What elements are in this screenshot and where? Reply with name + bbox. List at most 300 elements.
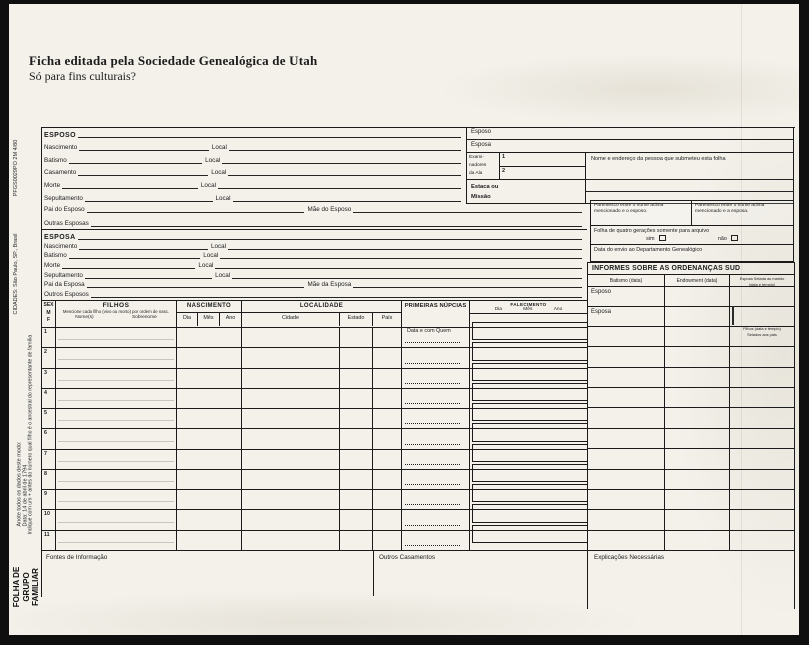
child-name-cell	[56, 450, 177, 469]
writing-line	[85, 194, 213, 202]
sealed-cell	[730, 531, 794, 550]
death-box	[472, 444, 588, 462]
no-option	[718, 235, 738, 242]
death-title: FALECIMENTO	[510, 302, 547, 307]
locality-group-title: LOCALIDADE	[242, 301, 401, 313]
birth-group-title: NASCIMENTO	[177, 301, 241, 313]
husband-row-label: Esposo	[591, 289, 612, 295]
hatched-area	[732, 306, 734, 325]
baptism-cell	[588, 368, 665, 387]
city-cell	[242, 409, 340, 428]
male-label: M	[46, 309, 51, 316]
writing-line	[91, 219, 582, 227]
field-label: Nascimento	[44, 242, 78, 250]
writing-line	[586, 179, 793, 180]
local-label: Local	[205, 156, 221, 164]
examiner-2-cell: 2	[502, 167, 506, 174]
wife-baptism-cell	[588, 307, 665, 326]
examiner-number-cells	[500, 153, 585, 179]
local-label: Local	[215, 271, 231, 279]
field-row	[44, 181, 464, 190]
row-number-cell: 7	[42, 450, 56, 469]
birth-date-cell	[177, 369, 242, 388]
local-label: Local	[211, 169, 227, 177]
field-row	[44, 194, 464, 203]
other-wives-row	[44, 219, 585, 228]
state-cell	[340, 510, 373, 529]
writing-line	[78, 130, 461, 138]
dotted-leader	[405, 423, 460, 424]
guide-line	[58, 501, 174, 502]
field-row	[44, 242, 585, 251]
writing-line	[233, 194, 461, 202]
country-cell	[373, 409, 402, 428]
other-husbands-row	[44, 290, 585, 299]
row-number-cell: 2	[42, 348, 56, 367]
sealed-cell	[730, 449, 794, 468]
ordinance-row	[588, 388, 794, 408]
endowment-cell	[665, 429, 730, 448]
birth-date-cell	[177, 490, 242, 509]
country-cell	[373, 450, 402, 469]
birth-date-cell	[177, 510, 242, 529]
endowment-cell	[665, 327, 730, 346]
ordinance-row	[588, 449, 794, 469]
marriage-cell	[402, 470, 470, 489]
guide-line	[58, 359, 174, 360]
examiners-column	[467, 153, 585, 203]
field-row	[44, 261, 585, 270]
marriage-cell	[402, 369, 470, 388]
death-box	[472, 363, 588, 381]
baptism-cell	[588, 470, 665, 489]
form-code: PFGS0029PO 2M 4/80	[13, 139, 19, 197]
country-cell	[373, 531, 402, 550]
ordinances-section	[587, 262, 795, 551]
children-header-note: Mencione cada filho (vivo ou morto) por ordem de nasc.	[62, 309, 170, 314]
endowment-column-header: Endowment (data)	[665, 275, 730, 286]
children-sealed-header-cell	[730, 307, 794, 338]
guide-line	[58, 522, 174, 523]
guide-line	[58, 400, 174, 401]
endowment-cell	[665, 449, 730, 468]
birth-subheaders	[177, 313, 241, 326]
writing-line	[69, 251, 201, 259]
writing-line	[62, 261, 195, 269]
examiners-label-line1: Exami-	[469, 155, 484, 160]
father-label: Pai da Esposa	[44, 281, 85, 289]
death-box	[472, 403, 588, 421]
ordinance-row	[588, 531, 794, 550]
field-row	[44, 271, 585, 280]
marriage-cell	[402, 328, 470, 347]
death-box	[472, 504, 588, 522]
city-cell	[242, 389, 340, 408]
city-cell	[242, 531, 340, 550]
writing-line	[228, 168, 461, 176]
wife-heading: ESPOSA	[44, 234, 76, 241]
children-table-body	[42, 327, 587, 550]
field-label: Nascimento	[44, 143, 78, 151]
state-cell	[340, 470, 373, 489]
sex-label: SEX	[43, 302, 54, 308]
sealed-header-line2: (data e templo)	[748, 282, 776, 288]
state-cell	[340, 450, 373, 469]
cities-note: CIDADES: São Paulo, SP., Brasil	[13, 233, 19, 315]
writing-line	[353, 280, 582, 288]
death-header-band	[470, 301, 587, 314]
bottom-sections	[41, 551, 587, 596]
ordinances-title: INFORMES SOBRE AS ORDENANÇAS SUD	[588, 263, 794, 275]
death-cell	[470, 531, 587, 550]
marriage-cell	[402, 429, 470, 448]
state-cell	[340, 531, 373, 550]
sealed-cell	[730, 470, 794, 489]
sealed-cell	[730, 490, 794, 509]
dotted-leader	[405, 484, 460, 485]
guide-line	[58, 420, 174, 421]
mother-label: Mãe da Esposa	[307, 281, 352, 289]
city-cell	[242, 348, 340, 367]
dotted-leader	[405, 342, 460, 343]
dotted-leader	[405, 545, 460, 546]
death-box	[472, 342, 588, 360]
given-name-label: Nome(s)	[75, 315, 94, 320]
explanations-section: Explicações Necessárias	[587, 551, 795, 609]
examiner-1-cell: 1	[500, 153, 585, 167]
field-label: Sepultamento	[44, 195, 83, 203]
stake-mission-cell	[467, 180, 585, 203]
writing-line	[62, 181, 198, 189]
first-marriage-column-header	[402, 301, 470, 334]
country-cell	[373, 470, 402, 489]
children-table	[41, 300, 588, 551]
four-generation-box	[590, 225, 794, 245]
marriage-cell	[402, 409, 470, 428]
husband-baptism-cell	[588, 287, 665, 306]
guide-line	[58, 461, 174, 462]
city-cell	[242, 490, 340, 509]
sealed-cell	[730, 510, 794, 529]
marriage-cell	[402, 531, 470, 550]
city-cell	[242, 470, 340, 489]
dotted-leader	[405, 363, 460, 364]
wife-name-row	[44, 232, 585, 241]
writing-line	[85, 271, 212, 279]
field-label: Batismo	[44, 156, 67, 164]
death-box	[472, 484, 588, 502]
husband-ordinance-row	[588, 287, 794, 307]
husband-name-row	[44, 130, 464, 139]
date-with-whom-label: Data e com Quem	[407, 328, 451, 334]
first-marriage-title: PRIMEIRAS NÚPCIAS	[404, 303, 467, 309]
endowment-cell	[665, 408, 730, 427]
child-name-cell	[56, 429, 177, 448]
guide-line	[58, 339, 174, 340]
child-name-cell	[56, 348, 177, 367]
writing-line	[91, 290, 582, 298]
guide-line	[58, 542, 174, 543]
field-label: Morte	[44, 262, 61, 270]
baptism-cell	[588, 429, 665, 448]
baptism-cell	[588, 531, 665, 550]
other-wives-label: Outras Esposas	[44, 220, 89, 228]
locality-column-group	[242, 301, 402, 327]
children-header-title: FILHOS	[102, 302, 130, 309]
writing-line	[586, 191, 793, 192]
stake-label-line2: Missão	[471, 193, 491, 200]
country-cell	[373, 389, 402, 408]
female-label: F	[46, 317, 51, 323]
row-number-cell: 3	[42, 369, 56, 388]
child-name-cell	[56, 389, 177, 408]
examiners-label	[467, 153, 500, 179]
endowment-cell	[665, 347, 730, 366]
child-name-cell	[56, 531, 177, 550]
month-label: Mês	[198, 313, 220, 326]
baptism-cell	[588, 408, 665, 427]
husband-parents-block	[42, 204, 587, 230]
writing-line	[79, 242, 208, 250]
writing-line	[232, 271, 582, 279]
baptism-cell	[588, 490, 665, 509]
dotted-leader	[405, 403, 460, 404]
children-column-header	[56, 301, 177, 327]
page-subtitle: Só para fins culturais?	[29, 69, 136, 83]
state-cell	[340, 429, 373, 448]
death-day-label: Dia	[494, 307, 502, 312]
marriage-cell	[402, 450, 470, 469]
local-label: Local	[210, 242, 227, 250]
field-row	[44, 251, 585, 260]
field-label: Sepultamento	[44, 271, 83, 279]
field-label: Casamento	[44, 169, 77, 177]
death-month-label: Mês	[523, 307, 533, 312]
stake-label-line1: Estaca ou	[471, 184, 499, 190]
husband-index-row: Esposo	[467, 127, 793, 140]
other-husbands-label: Outros Esposos	[44, 291, 89, 299]
writing-line	[69, 156, 202, 164]
baptism-cell	[588, 347, 665, 366]
writing-line	[222, 156, 461, 164]
dotted-leader	[405, 464, 460, 465]
child-name-cell	[56, 490, 177, 509]
baptism-column-header: Batismo (data)	[588, 275, 665, 286]
field-label: Batismo	[44, 252, 67, 260]
yes-checkbox	[659, 235, 666, 241]
local-label: Local	[200, 182, 216, 190]
dotted-leader	[405, 383, 460, 384]
dotted-leader	[405, 504, 460, 505]
country-cell	[373, 490, 402, 509]
send-date-box: Data do envio ao Departamento Genealógico	[590, 244, 794, 262]
local-label: Local	[211, 143, 227, 151]
marriage-cell	[402, 389, 470, 408]
city-cell	[242, 450, 340, 469]
parents-row	[44, 205, 585, 214]
ordinance-row	[588, 510, 794, 530]
submitter-name-label: Nome e endereço da pessoa que submeteu esta folha	[591, 156, 726, 162]
examiners-label-line2: nadores	[469, 163, 487, 169]
death-box	[472, 525, 588, 543]
writing-line	[79, 143, 209, 151]
state-cell	[340, 369, 373, 388]
example-note-line2: Data: 14 de abril de 1794	[22, 464, 29, 527]
sealed-column-header	[730, 275, 794, 286]
form-name-line3: FAMILIAR	[31, 568, 41, 606]
yes-label: sim	[646, 235, 655, 242]
submitter-block	[466, 127, 794, 204]
children-sealed-line2: Selados aos pais	[747, 332, 777, 338]
local-label: Local	[203, 252, 219, 260]
row-number-cell: 10	[42, 510, 56, 529]
ancestor-mark-note: Indique com um + antes do número qual filho é o ancestral do representante de família	[27, 334, 34, 535]
ordinance-row	[588, 470, 794, 490]
writing-line	[87, 280, 305, 288]
ordinance-row	[588, 347, 794, 367]
ordinance-row	[588, 327, 794, 347]
ward-examiners-cell	[467, 153, 585, 180]
husband-sealed-cell	[730, 287, 794, 306]
row-number-cell: 4	[42, 389, 56, 408]
sources-section: Fontes de Informação	[41, 551, 374, 596]
writing-line	[215, 261, 582, 269]
mother-label: Mãe do Esposo	[307, 206, 352, 214]
local-label: Local	[198, 262, 214, 270]
wife-row-label: Esposa	[591, 309, 612, 315]
child-name-cell	[56, 409, 177, 428]
writing-line	[78, 168, 208, 176]
sealed-cell	[730, 327, 794, 346]
paper-sheet	[9, 4, 799, 635]
children-sealed-line1: Filhos (data e templo)	[743, 326, 781, 331]
endowment-cell	[665, 531, 730, 550]
child-name-cell	[56, 369, 177, 388]
child-row	[42, 530, 587, 550]
marriage-cell	[402, 348, 470, 367]
birth-date-cell	[177, 531, 242, 550]
writing-line	[87, 205, 305, 213]
page-title: Ficha editada pela Sociedade Genealógica de Utah	[29, 53, 318, 68]
baptism-cell	[588, 510, 665, 529]
death-subheaders	[470, 307, 587, 312]
four-generation-options	[594, 234, 790, 242]
four-generation-label: Folha de quatro gerações somente para arquivo	[594, 227, 710, 234]
birth-date-cell	[177, 328, 242, 347]
no-label: não	[717, 235, 727, 242]
local-label: Local	[215, 195, 231, 203]
relationship-husband-box: Parentesco entre o nome acima mencionado e o esposo.	[590, 200, 692, 226]
field-label: Morte	[44, 182, 61, 190]
guide-line	[58, 380, 174, 381]
ordinances-header-row	[588, 275, 794, 287]
examiners-band	[467, 153, 793, 203]
death-box	[472, 464, 588, 482]
guide-line	[58, 441, 174, 442]
marriage-cell	[402, 510, 470, 529]
birth-date-cell	[177, 429, 242, 448]
state-cell	[340, 389, 373, 408]
husband-endowment-cell	[665, 287, 730, 306]
form-name-vertical	[12, 547, 42, 627]
sealed-header-line1: Esposa Selada ao marido	[739, 276, 785, 281]
sealed-cell	[730, 347, 794, 366]
state-label: Estado	[340, 313, 373, 326]
birth-column-group	[177, 301, 242, 327]
sealed-cell	[730, 429, 794, 448]
writing-line	[229, 143, 461, 151]
country-label: País	[381, 315, 393, 321]
sex-column-header	[42, 301, 56, 327]
husband-section	[42, 128, 466, 204]
birth-date-cell	[177, 409, 242, 428]
city-cell	[242, 328, 340, 347]
ordinance-row	[588, 368, 794, 388]
birth-date-cell	[177, 348, 242, 367]
writing-line	[228, 242, 582, 250]
death-year-label: Ano	[553, 307, 563, 312]
yes-option	[646, 235, 665, 242]
example-note-line1: Anote todos os dados deste modo:	[16, 441, 23, 527]
state-cell	[340, 490, 373, 509]
submitter-name-address-box	[585, 153, 793, 203]
husband-heading: ESPOSO	[44, 132, 76, 139]
birth-date-cell	[177, 470, 242, 489]
wife-index-row: Esposa	[467, 140, 793, 153]
writing-line	[353, 205, 582, 213]
field-row	[44, 156, 464, 165]
children-subheaders	[56, 314, 176, 320]
row-number-cell: 6	[42, 429, 56, 448]
surname-label: Sobrenome	[131, 315, 157, 320]
form-name-line1: FOLHA DE	[12, 566, 21, 608]
other-marriages-section: Outros Casamentos	[379, 554, 435, 561]
endowment-cell	[665, 470, 730, 489]
children-ordinance-rows	[588, 327, 794, 550]
no-checkbox	[731, 235, 738, 241]
dotted-leader	[405, 444, 460, 445]
country-cell	[373, 429, 402, 448]
relationship-wife-box: Parentesco entre o nome acima mencionado e a esposa.	[691, 200, 794, 226]
baptism-cell	[588, 449, 665, 468]
father-label: Pai do Esposo	[44, 206, 85, 214]
day-label: Dia	[177, 313, 198, 326]
country-cell	[373, 348, 402, 367]
country-cell	[373, 369, 402, 388]
field-row	[44, 168, 464, 177]
writing-line	[218, 181, 461, 189]
endowment-cell	[665, 510, 730, 529]
endowment-cell	[665, 388, 730, 407]
parents-row	[44, 280, 585, 289]
birth-date-cell	[177, 389, 242, 408]
writing-line	[78, 232, 582, 240]
wife-ordinance-row	[588, 307, 794, 338]
country-cell	[373, 510, 402, 529]
row-number-cell: 1	[42, 328, 56, 347]
form-name-line2: GRUPO	[21, 572, 31, 602]
guide-line	[58, 481, 174, 482]
child-name-cell	[56, 328, 177, 347]
baptism-cell	[588, 388, 665, 407]
child-name-cell	[56, 470, 177, 489]
city-label: Cidade	[242, 313, 340, 326]
ordinance-row	[588, 490, 794, 510]
city-cell	[242, 510, 340, 529]
locality-subheaders	[242, 313, 401, 326]
ordinance-row	[588, 408, 794, 428]
child-name-cell	[56, 510, 177, 529]
